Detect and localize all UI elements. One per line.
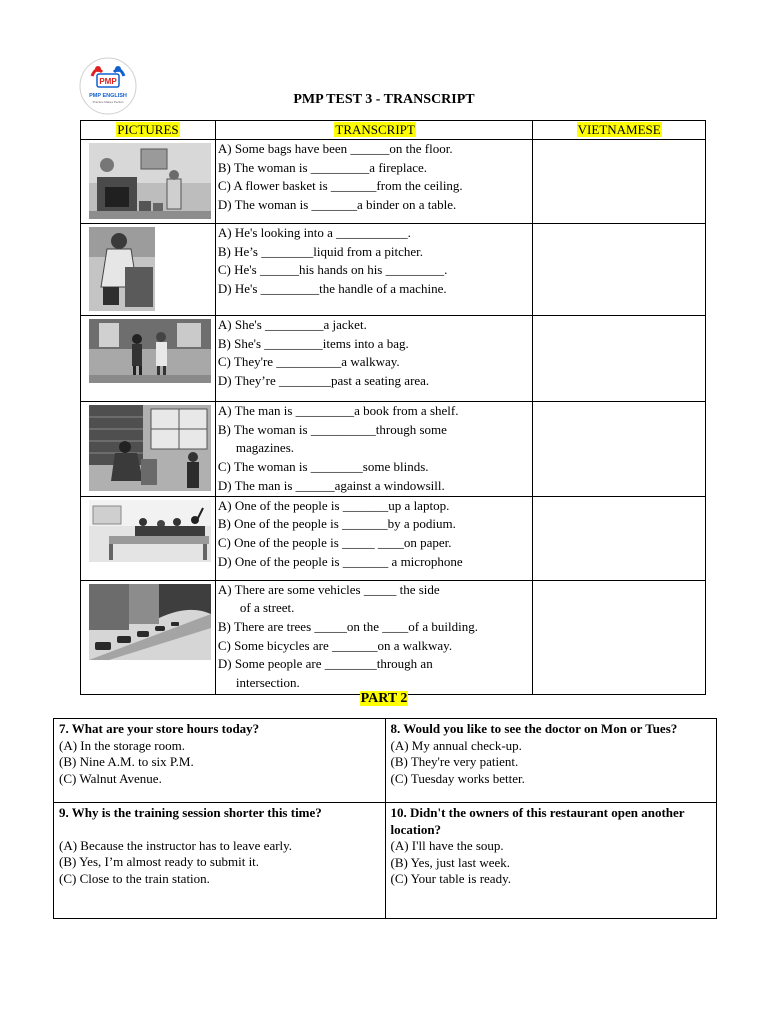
transcript-line: A) There are some vehicles _____ the side bbox=[217, 581, 440, 597]
transcript-line: D) The woman is _______a binder on a table. bbox=[217, 197, 457, 213]
transcript-line: A) One of the people is _______up a laptop. bbox=[217, 497, 450, 513]
vietnamese-answer-cell[interactable] bbox=[533, 402, 706, 497]
vietnamese-answer-cell[interactable] bbox=[533, 496, 706, 580]
transcript-line: A) The man is _________a book from a shelf. bbox=[217, 403, 459, 418]
part2-heading: PART 2 bbox=[360, 691, 408, 706]
table-row bbox=[54, 803, 717, 919]
answer-option: (C) Your table is ready. bbox=[390, 871, 511, 886]
table-header-row bbox=[81, 121, 706, 140]
answer-option: (A) My annual check-up. bbox=[390, 737, 522, 753]
header-transcript: TRANSCRIPT bbox=[335, 122, 415, 137]
answer-option: (C) Walnut Avenue. bbox=[59, 770, 162, 786]
question-cell bbox=[385, 803, 717, 919]
transcript-line: C) Some bicycles are _______on a walkway. bbox=[217, 637, 453, 653]
photo-woman-fireplace bbox=[89, 143, 211, 223]
transcript-line: B) She's _________items into a bag. bbox=[217, 335, 409, 351]
question-cell bbox=[54, 719, 386, 803]
table-row bbox=[81, 496, 706, 580]
answer-option: (A) I'll have the soup. bbox=[390, 838, 504, 853]
transcript-line: C) The woman is ________some blinds. bbox=[217, 459, 429, 475]
table-row bbox=[81, 402, 706, 497]
photo-conference-panel bbox=[89, 500, 211, 566]
svg-text:PMP: PMP bbox=[99, 77, 117, 86]
vietnamese-answer-cell[interactable] bbox=[533, 224, 706, 316]
transcript-line: C) A flower basket is _______from the ceiling. bbox=[217, 178, 463, 194]
transcript-line: intersection. bbox=[235, 675, 300, 691]
answer-option: (B) Yes, I’m almost ready to submit it. bbox=[59, 854, 260, 869]
question-text: 8. Would you like to see the doctor on Mon or Tues? bbox=[390, 721, 678, 736]
answer-option: (B) They're very patient. bbox=[390, 754, 519, 769]
table-row bbox=[54, 719, 717, 803]
transcript-line: A) Some bags have been ______on the floor. bbox=[217, 141, 453, 156]
transcript-line: B) The woman is __________through some bbox=[217, 421, 447, 437]
table-row bbox=[81, 316, 706, 402]
transcript-line: C) He's ______his hands on his _________. bbox=[217, 262, 448, 278]
photo-man-machine bbox=[89, 227, 155, 315]
transcript-table bbox=[80, 120, 706, 695]
photo-library-window bbox=[89, 405, 211, 495]
transcript-line: D) He's _________the handle of a machine. bbox=[217, 281, 447, 297]
transcript-line: A) He's looking into a ___________. bbox=[217, 225, 411, 240]
question-cell bbox=[54, 803, 386, 919]
transcript-line: magazines. bbox=[235, 440, 295, 456]
vietnamese-answer-cell[interactable] bbox=[533, 316, 706, 402]
vietnamese-answer-cell[interactable] bbox=[533, 580, 706, 694]
question-text: 10. Didn't the owners of this restaurant open another location? bbox=[390, 805, 685, 837]
transcript-line: B) He’s ________liquid from a pitcher. bbox=[217, 243, 423, 259]
transcript-line: D) The man is ______against a windowsill. bbox=[217, 477, 445, 493]
header-pictures: PICTURES bbox=[117, 122, 179, 137]
transcript-line: C) They're __________a walkway. bbox=[217, 354, 400, 370]
transcript-line: B) One of the people is _______by a podium. bbox=[217, 516, 456, 532]
transcript-line: of a street. bbox=[239, 600, 295, 616]
svg-text:PMP ENGLISH: PMP ENGLISH bbox=[89, 93, 127, 99]
table-row bbox=[81, 140, 706, 224]
question-text: 9. Why is the training session shorter this time? bbox=[59, 805, 322, 820]
answer-option: (A) Because the instructor has to leave early. bbox=[59, 837, 293, 853]
header-vietnamese: VIETNAMESE bbox=[577, 122, 661, 137]
answer-option: (C) Close to the train station. bbox=[59, 870, 210, 886]
question-cell bbox=[385, 719, 717, 803]
question-text: 7. What are your store hours today? bbox=[59, 721, 260, 736]
page-title: PMP TEST 3 - TRANSCRIPT bbox=[293, 92, 475, 107]
table-row bbox=[81, 580, 706, 694]
answer-option: (C) Tuesday works better. bbox=[390, 770, 525, 786]
svg-text:Practice Makes Perfect: Practice Makes Perfect bbox=[92, 100, 124, 104]
transcript-line: B) There are trees _____on the ____of a building. bbox=[217, 618, 478, 634]
transcript-line: C) One of the people is _____ ____on paper. bbox=[217, 534, 452, 550]
answer-option: (B) Yes, just last week. bbox=[390, 854, 511, 870]
photo-street-vehicles bbox=[89, 584, 211, 664]
answer-option: (B) Nine A.M. to six P.M. bbox=[59, 754, 194, 769]
table-row bbox=[81, 224, 706, 316]
transcript-line: D) Some people are ________through an bbox=[217, 656, 433, 672]
vietnamese-answer-cell[interactable] bbox=[533, 140, 706, 224]
photo-people-walkway bbox=[89, 319, 211, 387]
transcript-line: D) One of the people is _______ a microphone bbox=[217, 553, 463, 569]
transcript-line: B) The woman is _________a fireplace. bbox=[217, 159, 428, 175]
transcript-line: A) She's _________a jacket. bbox=[217, 317, 367, 332]
transcript-line: D) They’re ________past a seating area. bbox=[217, 373, 430, 389]
answer-option: (A) In the storage room. bbox=[59, 737, 185, 753]
part2-table bbox=[53, 718, 717, 919]
